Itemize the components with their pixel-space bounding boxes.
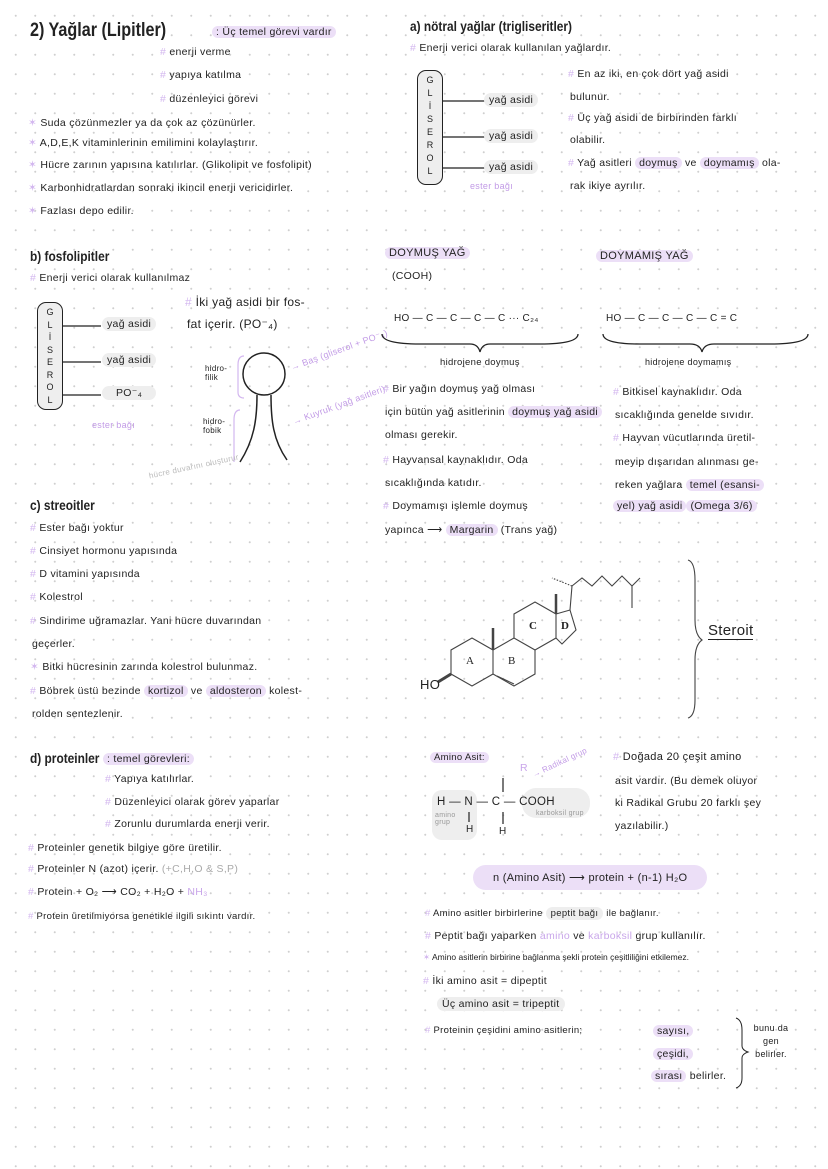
list-item: # Zorunlu durumlarda enerji verir.	[105, 818, 270, 830]
page-title: 2) Yağlar (Lipitler)	[30, 20, 167, 41]
saturated-caption: hidrojene doymuş	[440, 357, 520, 368]
note: sıcaklığında genelde sıvıdır.	[615, 409, 754, 421]
note: fat içerir. (PO⁻₄)	[187, 317, 278, 331]
list-item: # Cinsiyet hormonu yapısında	[30, 545, 177, 557]
list-item: rolden sentezlenir.	[32, 708, 123, 720]
list-item: # Böbrek üstü bezinde kortizol ve aldosteron kolest-	[30, 685, 302, 697]
list-item: # Kolestrol	[30, 591, 83, 603]
section-heading: b) fosfolipitler	[30, 248, 110, 264]
hydrogen-atom: H	[466, 824, 474, 835]
list-item: ✶ Bitki hücresinin zarında kolestrol bulunmaz.	[30, 661, 257, 673]
cooh-label: (COOH)	[392, 270, 433, 282]
note: # Yağ asitleri doymuş ve doymamış ola-	[568, 157, 781, 169]
list-item: # Protein + O₂ ⟶ CO₂ + H₂O + NH₃	[28, 886, 208, 898]
hydrophobic-label: hidro-fobik	[203, 417, 226, 435]
note: ki Radikal Grubu 20 farklı şey	[615, 797, 762, 809]
ester-label: ester bağı	[92, 420, 136, 430]
saturated-formula: HO — C — C — C — C ··· C₂₄	[394, 313, 539, 324]
note: # Amino asitler birbirlerine peptit bağı ile bağlanır.	[425, 908, 659, 919]
list-item: # enerji verme	[160, 46, 231, 58]
section-heading: d) proteinler	[30, 750, 100, 766]
fatty-acid-label: yağ asidi	[484, 129, 538, 143]
list-item: # Düzenleyici olarak görev yaparlar	[105, 796, 280, 808]
tail-label: → Kuyruk (yağ asitleri)	[291, 383, 387, 427]
list-item: ✶ Hücre zarının yapısına katılırlar. (Glikolipit ve fosfolipit)	[28, 159, 312, 171]
ring-label: C	[529, 620, 538, 632]
amino-acid-formula: H — N — C — COOH	[437, 796, 555, 808]
list-item: # Ester bağı yoktur	[30, 522, 124, 534]
hydrogen-atom: H	[499, 826, 507, 837]
fatty-acid-label: yağ asidi	[484, 93, 538, 107]
note: olması gerekir.	[385, 429, 458, 441]
glycerol-box: G L İ S E R O L	[417, 70, 443, 185]
note: bulunur.	[570, 91, 610, 103]
note: # Bitkisel kaynaklıdır. Oda	[613, 386, 742, 398]
unsaturated-formula: HO — C — C — C — C = C	[606, 313, 738, 324]
note: için bütün yağ asitlerinin doymuş yağ asidi	[385, 406, 602, 418]
peptide-equation: n (Amino Asit) ⟶ protein + (n-1) H₂O	[473, 865, 707, 890]
fatty-acid-label: yağ asidi	[102, 353, 156, 367]
list-item: # Sindirime uğramazlar. Yani hücre duvarından	[30, 615, 261, 627]
note: ✶ Amino asitlerin birbirine bağlanma şekli protein çeşitliliğini etkilemez.	[423, 952, 689, 963]
hydroxyl-label: HO	[420, 677, 441, 692]
gene-brace	[0, 0, 1, 1]
note: # Doymamışı işlemle doymuş	[383, 500, 528, 512]
note: olabilir.	[570, 134, 606, 146]
membrane-note: hücre duvarını oluşturur	[148, 452, 240, 481]
intro-text: : Üç temel görevi vardır	[212, 26, 336, 38]
list-item: ✶ Karbonhidratlardan sonraki ikincil enerji vericidirler.	[28, 182, 293, 194]
note: sıcaklığında katıdır.	[385, 477, 482, 489]
note: sayısı,	[653, 1025, 693, 1037]
amino-group-label: amino grup	[435, 812, 456, 826]
list-item: # Enerji verici olarak kullanılan yağlardır.	[410, 42, 611, 54]
ester-label: ester bağı	[470, 181, 514, 191]
note: rak ikiye ayrılır.	[570, 180, 646, 192]
fatty-acid-label: yağ asidi	[484, 160, 538, 174]
list-item: # Protein üretilmiyorsa genetikle ilgili sıkıntı vardır.	[28, 911, 255, 922]
note: sırası belirler.	[651, 1070, 726, 1082]
saturated-title: DOYMUŞ YAĞ	[385, 247, 470, 259]
ring-label: D	[561, 620, 570, 632]
ring-label: A	[466, 655, 475, 667]
phosphate-label: PO⁻₄	[102, 386, 156, 400]
unsaturated-title: DOYMAMIŞ YAĞ	[596, 250, 693, 262]
note: # Doğada 20 çeşit amino	[613, 751, 742, 763]
note: # En az iki, en çok dört yağ asidi	[568, 68, 729, 80]
note: Üç amino asit = tripeptit	[437, 997, 565, 1011]
list-item: # Proteinler genetik bilgiye göre üretilir.	[28, 842, 222, 854]
note: # Peptit bağı yaparken amino ve karboksil grup kullanılır.	[425, 930, 706, 942]
list-item: # Enerji verici olarak kullanılmaz	[30, 272, 190, 284]
section-heading: a) nötral yağlar (trigliseritler)	[410, 18, 573, 34]
list-item: geçerler.	[32, 638, 75, 650]
section-heading: c) streoitler	[30, 497, 95, 513]
list-item: ✶ A,D,E,K vitaminlerinin emilimini kolaylaştırır.	[28, 137, 258, 149]
note: yazılabilir.)	[615, 820, 669, 832]
glycerol-box: G L İ S E R O L	[37, 302, 63, 410]
list-item: ✶ Suda çözünmezler ya da çok az çözünürler.	[28, 117, 256, 129]
intro-text: : temel görevleri:	[103, 753, 194, 765]
note: asit vardır. (Bu demek oluyor	[615, 775, 758, 787]
head-label: → Baş (gliserol + PO⁻₄)	[289, 327, 390, 373]
radical-label: → Radikal grup	[530, 745, 589, 780]
gene-note: bunu da gen belirler.	[753, 1023, 789, 1059]
list-item: # düzenleyici görevi	[160, 93, 258, 105]
note: # İki yağ asidi bir fos-	[185, 295, 305, 309]
list-item: ✶ Fazlası depo edilir.	[28, 205, 134, 217]
list-item: # D vitamini yapısında	[30, 568, 140, 580]
note: meyip dışarıdan alınması ge-	[615, 456, 759, 468]
note: # Üç yağ asidi de birbirinden farklı	[568, 112, 737, 124]
note: # Proteinin çeşidini amino asitlerin;	[425, 1025, 582, 1036]
note: # Bir yağın doymuş yağ olması	[383, 383, 535, 395]
fatty-acid-label: yağ asidi	[102, 317, 156, 331]
list-item: # Proteinler N (azot) içerir. (+C,H,O & S,P)	[28, 863, 238, 875]
hydrophilic-label: hidro-filik	[205, 364, 228, 382]
radical-r: R	[520, 762, 528, 774]
note: çeşidi,	[653, 1048, 693, 1060]
note: # İki amino asit = dipeptit	[423, 975, 547, 987]
note: yapınca ⟶ Margarin (Trans yağ)	[385, 524, 558, 536]
unsaturated-caption: hidrojene doymamış	[645, 357, 732, 367]
note: yel) yağ asidi (Omega 3/6)	[613, 500, 757, 512]
note: # Hayvan vücutlarında üretil-	[613, 432, 755, 444]
carboxyl-label: karboksil grup	[536, 810, 584, 817]
list-item: # Yapıya katılırlar.	[105, 773, 194, 785]
steroid-label: Steroit	[708, 622, 754, 639]
ring-label: B	[508, 655, 516, 667]
list-item: # yapıya katılma	[160, 69, 241, 81]
note: reken yağlara temel (esansi-	[615, 479, 764, 491]
note: # Hayvansal kaynaklıdır. Oda	[383, 454, 528, 466]
amino-title: Amino Asit:	[430, 752, 489, 763]
